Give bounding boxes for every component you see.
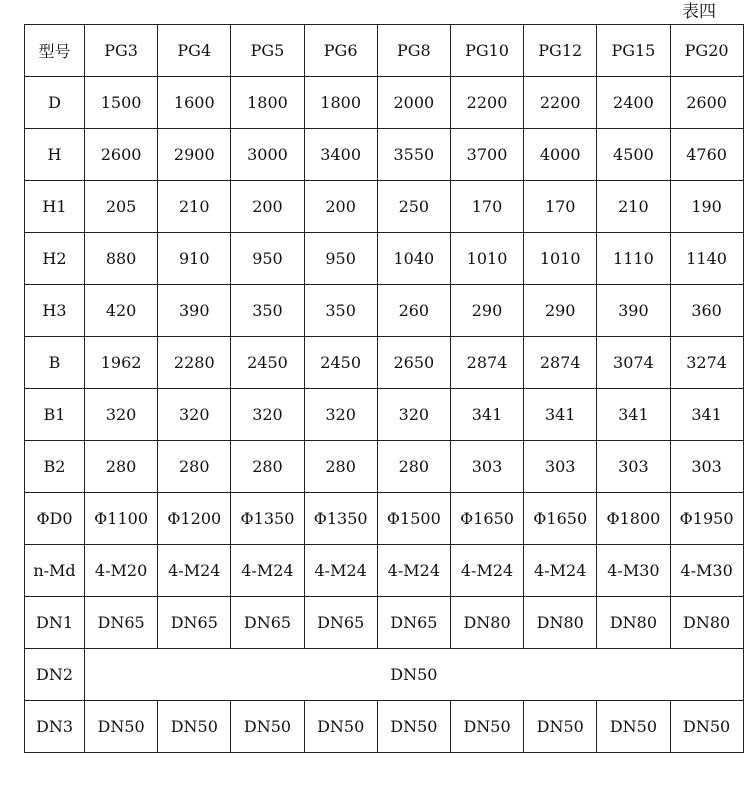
value-cell: 1110 (597, 233, 670, 285)
value-cell: 190 (670, 181, 743, 233)
value-cell: 3400 (304, 129, 377, 181)
value-cell: DN50 (304, 701, 377, 753)
value-cell: 260 (377, 285, 450, 337)
value-cell: Φ1500 (377, 493, 450, 545)
row-label-cell: D (25, 77, 85, 129)
row-label-cell: DN3 (25, 701, 85, 753)
value-cell: DN65 (158, 597, 231, 649)
row-label-cell: B1 (25, 389, 85, 441)
value-cell: 4-M24 (450, 545, 523, 597)
table-row-merged (25, 649, 744, 701)
value-cell: 4-M24 (524, 545, 597, 597)
spec-table (24, 24, 744, 753)
value-cell: 2900 (158, 129, 231, 181)
value-cell: 1962 (85, 337, 158, 389)
value-cell: 1010 (524, 233, 597, 285)
value-cell: DN65 (304, 597, 377, 649)
value-cell: 280 (85, 441, 158, 493)
value-cell: Φ1950 (670, 493, 743, 545)
value-cell: 303 (450, 441, 523, 493)
table-row (25, 493, 744, 545)
value-cell: 2200 (524, 77, 597, 129)
value-cell: 390 (597, 285, 670, 337)
value-cell: 341 (597, 389, 670, 441)
model-header-cell: PG15 (597, 25, 670, 77)
value-cell: DN50 (670, 701, 743, 753)
value-cell: 1600 (158, 77, 231, 129)
value-cell: 360 (670, 285, 743, 337)
value-cell: DN80 (524, 597, 597, 649)
value-cell: 3700 (450, 129, 523, 181)
value-cell: 2200 (450, 77, 523, 129)
value-cell: 1010 (450, 233, 523, 285)
table-row (25, 441, 744, 493)
table-row (25, 181, 744, 233)
value-cell: 320 (304, 389, 377, 441)
value-cell: DN50 (450, 701, 523, 753)
value-cell: 210 (158, 181, 231, 233)
model-header-cell: PG10 (450, 25, 523, 77)
value-cell: 303 (670, 441, 743, 493)
value-cell: 341 (670, 389, 743, 441)
value-cell: 1140 (670, 233, 743, 285)
value-cell: DN65 (85, 597, 158, 649)
value-cell: 170 (524, 181, 597, 233)
row-label-cell: B2 (25, 441, 85, 493)
row-label-cell: DN1 (25, 597, 85, 649)
value-cell: 280 (377, 441, 450, 493)
model-header-cell: PG3 (85, 25, 158, 77)
header-label-cell: 型号 (25, 25, 85, 77)
row-label-cell: n-Md (25, 545, 85, 597)
spec-table-body (25, 25, 744, 753)
row-label-cell: B (25, 337, 85, 389)
value-cell: 2874 (450, 337, 523, 389)
value-cell: Φ1350 (231, 493, 304, 545)
value-cell: 4500 (597, 129, 670, 181)
table-row (25, 701, 744, 753)
model-header-cell: PG20 (670, 25, 743, 77)
value-cell: 950 (231, 233, 304, 285)
row-label-cell: DN2 (25, 649, 85, 701)
value-cell: 350 (231, 285, 304, 337)
value-cell: 280 (158, 441, 231, 493)
table-row (25, 233, 744, 285)
value-cell: 4-M30 (670, 545, 743, 597)
value-cell: 320 (377, 389, 450, 441)
value-cell: 880 (85, 233, 158, 285)
table-row (25, 597, 744, 649)
value-cell: 420 (85, 285, 158, 337)
merged-value-cell: DN50 (85, 649, 744, 701)
value-cell: DN80 (670, 597, 743, 649)
value-cell: DN50 (231, 701, 304, 753)
row-label-cell: H3 (25, 285, 85, 337)
value-cell: Φ1650 (524, 493, 597, 545)
table-row (25, 545, 744, 597)
table-row (25, 77, 744, 129)
value-cell: 200 (231, 181, 304, 233)
value-cell: 4-M24 (231, 545, 304, 597)
value-cell: DN80 (597, 597, 670, 649)
value-cell: 3550 (377, 129, 450, 181)
value-cell: 290 (450, 285, 523, 337)
value-cell: DN50 (597, 701, 670, 753)
value-cell: DN50 (377, 701, 450, 753)
value-cell: 950 (304, 233, 377, 285)
value-cell: 341 (524, 389, 597, 441)
value-cell: Φ1800 (597, 493, 670, 545)
value-cell: 4-M24 (158, 545, 231, 597)
value-cell: 2600 (85, 129, 158, 181)
value-cell: 303 (524, 441, 597, 493)
value-cell: 290 (524, 285, 597, 337)
value-cell: 390 (158, 285, 231, 337)
value-cell: 320 (85, 389, 158, 441)
value-cell: 250 (377, 181, 450, 233)
value-cell: 1500 (85, 77, 158, 129)
value-cell: DN65 (231, 597, 304, 649)
row-label-cell: H1 (25, 181, 85, 233)
value-cell: 280 (231, 441, 304, 493)
value-cell: 4-M20 (85, 545, 158, 597)
header-row (25, 25, 744, 77)
value-cell: 4000 (524, 129, 597, 181)
table-row (25, 389, 744, 441)
value-cell: 4-M24 (377, 545, 450, 597)
value-cell: 170 (450, 181, 523, 233)
value-cell: 1800 (304, 77, 377, 129)
value-cell: Φ1100 (85, 493, 158, 545)
value-cell: 4-M30 (597, 545, 670, 597)
value-cell: 2874 (524, 337, 597, 389)
value-cell: DN50 (85, 701, 158, 753)
value-cell: Φ1650 (450, 493, 523, 545)
value-cell: 4-M24 (304, 545, 377, 597)
value-cell: 210 (597, 181, 670, 233)
model-header-cell: PG4 (158, 25, 231, 77)
table-row (25, 337, 744, 389)
model-header-cell: PG12 (524, 25, 597, 77)
value-cell: 341 (450, 389, 523, 441)
value-cell: DN80 (450, 597, 523, 649)
value-cell: Φ1200 (158, 493, 231, 545)
model-header-cell: PG6 (304, 25, 377, 77)
value-cell: Φ1350 (304, 493, 377, 545)
value-cell: 320 (231, 389, 304, 441)
table-caption: 表四 (682, 2, 716, 22)
row-label-cell: ΦD0 (25, 493, 85, 545)
value-cell: 2450 (231, 337, 304, 389)
value-cell: 2450 (304, 337, 377, 389)
value-cell: 205 (85, 181, 158, 233)
value-cell: 1040 (377, 233, 450, 285)
table-row (25, 129, 744, 181)
value-cell: 350 (304, 285, 377, 337)
model-header-cell: PG8 (377, 25, 450, 77)
value-cell: DN65 (377, 597, 450, 649)
value-cell: 2000 (377, 77, 450, 129)
table-row (25, 285, 744, 337)
value-cell: 200 (304, 181, 377, 233)
row-label-cell: H (25, 129, 85, 181)
value-cell: 303 (597, 441, 670, 493)
value-cell: 2650 (377, 337, 450, 389)
value-cell: 3000 (231, 129, 304, 181)
value-cell: 910 (158, 233, 231, 285)
value-cell: 280 (304, 441, 377, 493)
value-cell: 4760 (670, 129, 743, 181)
model-header-cell: PG5 (231, 25, 304, 77)
value-cell: 2600 (670, 77, 743, 129)
value-cell: DN50 (158, 701, 231, 753)
value-cell: 2400 (597, 77, 670, 129)
value-cell: 320 (158, 389, 231, 441)
value-cell: 3074 (597, 337, 670, 389)
value-cell: 2280 (158, 337, 231, 389)
value-cell: 3274 (670, 337, 743, 389)
value-cell: DN50 (524, 701, 597, 753)
row-label-cell: H2 (25, 233, 85, 285)
value-cell: 1800 (231, 77, 304, 129)
